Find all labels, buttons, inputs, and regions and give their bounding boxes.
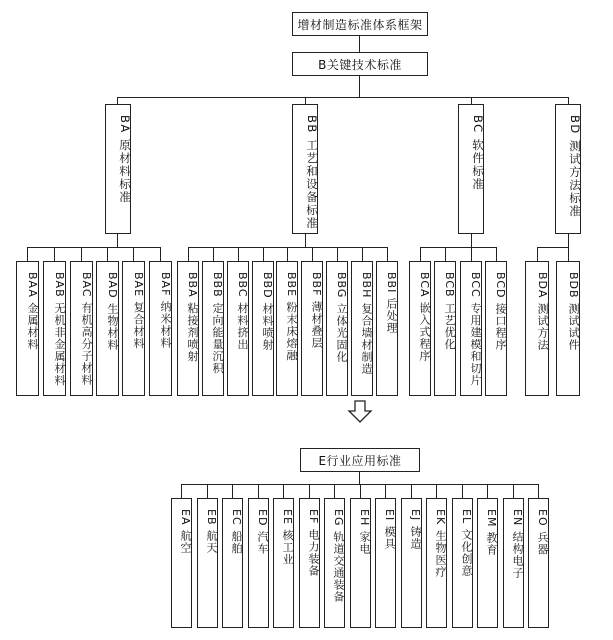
connector-line [258,484,259,498]
connector-line [188,247,189,261]
e-industry-box [300,448,420,472]
item-ec-box [222,498,243,628]
category-bd-label: BD 测试方法标准 [568,115,582,218]
item-bae-label: BAE 复合材料 [132,272,145,350]
item-ea-box [171,498,192,628]
category-bc-label: BC 软件标准 [471,115,485,191]
item-bbh-label: BBH 复合墙材制造 [360,272,373,375]
item-bba-label: BBA 粘接剂喷射 [186,272,199,363]
item-bad-label: BAD 生物材料 [106,272,119,352]
connector-line [232,484,233,498]
connector-line [305,97,306,104]
connector-line [213,247,214,261]
item-eo-label: EO 兵器 [536,509,549,556]
category-bb-label: BB 工艺和设备标准 [305,115,319,230]
connector-line [471,234,472,247]
connector-line [496,247,497,261]
connector-line [359,36,360,52]
item-bae-box [122,261,145,396]
item-em-box [477,498,498,628]
connector-line [283,484,284,498]
item-bcc-label: BCC 专用建模和切片 [469,272,482,387]
item-bca-label: BCA 嵌入式程序 [418,272,431,363]
item-bbb-label: BBB 定向能量沉积 [211,272,224,375]
item-ej-label: EJ 铸造 [409,509,422,550]
item-bcb-label: BCB 工艺优化 [443,272,456,351]
item-bda-box [525,261,549,396]
item-bcb-box [434,261,456,396]
item-bbd-label: BBD 材料喷射 [261,272,274,352]
item-ei-box [375,498,396,628]
connector-line [263,247,264,261]
category-bb-box [292,104,318,234]
item-baf-box [149,261,172,396]
item-ef-label: EF 电力装备 [307,509,320,577]
item-baf-label: BAF 纳米材料 [159,272,172,349]
connector-line [133,247,134,261]
connector-line [420,247,496,248]
category-ba-label: BA 原材料标准 [118,115,132,204]
connector-line [117,97,569,98]
item-bad-box [96,261,119,396]
item-bbg-label: BBG 立体光固化 [335,272,348,363]
item-el-label: EL 文化创意 [460,509,473,577]
item-ej-box [401,498,422,628]
item-bab-label: BAB 无机非金属材料 [53,272,66,387]
connector-line [160,247,161,261]
connector-line [385,484,386,498]
connector-line [568,97,569,104]
connector-line [360,484,361,498]
connector-line [537,247,568,248]
item-eo-box [528,498,549,628]
item-eb-box [197,498,218,628]
item-bab-box [43,261,66,396]
item-ee-box [273,498,294,628]
e-industry-title: E行业应用标准 [318,453,402,468]
item-bbc-box [227,261,249,396]
connector-line [238,247,239,261]
item-en-label: EN 结构电子 [511,509,524,579]
root-title-box [292,12,428,36]
root-title: 增材制造标准体系框架 [297,17,423,32]
connector-line [462,484,463,498]
item-el-box [452,498,473,628]
connector-line [362,247,363,261]
item-bbd-box [252,261,274,396]
category-bc-box [458,104,484,234]
connector-line [107,247,108,261]
item-ef-box [299,498,320,628]
connector-line [181,484,182,498]
item-bcc-box [460,261,482,396]
item-baa-label: BAA 金属材料 [26,272,39,351]
connector-line [312,247,313,261]
item-bbe-label: BBE 粉末床熔融 [285,272,298,362]
item-bac-label: BAC 有机高分子材料 [80,272,93,387]
item-bac-box [70,261,93,396]
item-bca-box [409,261,431,396]
item-bcd-box [485,261,507,396]
connector-line [117,234,118,247]
connector-line [537,247,538,261]
item-bcd-label: BCD 接口程序 [494,272,507,352]
connector-line [436,484,437,498]
connector-line [568,234,569,247]
connector-line [568,247,569,261]
item-bdb-label: BDB 测试试件 [567,272,580,352]
connector-line [334,484,335,498]
connector-line [305,234,306,247]
connector-line [445,247,446,261]
item-eh-box [350,498,371,628]
connector-line [27,247,160,248]
connector-line [54,247,55,261]
connector-line [207,484,208,498]
connector-line [471,97,472,104]
item-em-label: EM 教育 [485,509,498,556]
connector-line [337,247,338,261]
item-ek-label: EK 生物医疗 [434,509,447,578]
connector-line [81,247,82,261]
b-key-tech-title: B关键技术标准 [318,57,402,72]
item-bdb-box [556,261,580,396]
item-bbc-label: BBC 材料挤出 [236,272,249,351]
category-bd-box [555,104,581,234]
item-bbf-label: BBF 薄材叠层 [310,272,323,349]
item-bda-label: BDA 测试方法 [536,272,549,351]
item-bbb-box [202,261,224,396]
connector-line [538,484,539,498]
item-eg-box [324,498,345,628]
connector-line [359,76,360,98]
category-ba-box [105,104,131,234]
item-ei-label: EI 模具 [383,509,396,550]
item-en-box [503,498,524,628]
down-arrow-icon [347,400,373,424]
item-bbh-box [351,261,373,396]
item-baa-box [16,261,39,396]
item-ee-label: EE 核工业 [281,509,294,566]
b-key-tech-box [292,52,428,76]
connector-line [359,472,360,484]
item-bbi-box [376,261,398,396]
item-ec-label: EC 船舶 [230,509,243,555]
connector-line [411,484,412,498]
item-bba-box [177,261,199,396]
connector-line [487,484,488,498]
connector-line [117,97,118,104]
connector-line [287,247,288,261]
item-ea-label: EA 航空 [179,509,192,554]
item-eh-label: EH 家电 [358,509,371,555]
item-eg-label: EG 轨道交通装备 [332,509,345,603]
connector-line [387,247,388,261]
connector-line [420,247,421,261]
item-ek-box [426,498,447,628]
item-bbf-box [301,261,323,396]
item-eb-label: EB 航天 [205,509,218,554]
item-bbe-box [276,261,298,396]
connector-line [309,484,310,498]
connector-line [513,484,514,498]
connector-line [27,247,28,261]
item-ed-box [248,498,269,628]
item-ed-label: ED 汽车 [256,509,269,555]
item-bbi-label: BBI 后处理 [385,272,398,334]
connector-line [471,247,472,261]
item-bbg-box [326,261,348,396]
